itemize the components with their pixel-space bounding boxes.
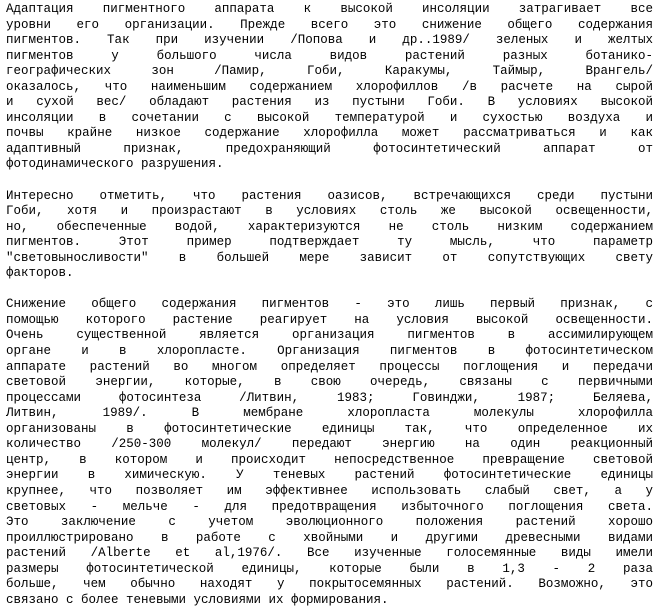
text-line: Снижение общего содержания пигментов - это лишь первый признак, с (6, 297, 653, 312)
text-line: "световыносливости" в большей мере зависит от сопутствующих свету (6, 250, 653, 265)
text-line: помощью которого растение реагирует на условия высокой освещенности. (6, 312, 653, 327)
text-line: органе и в хлоропласте. Организация пигментов в фотосинтетическом (6, 344, 653, 359)
text-line: Очень существенной является организация пигментов в ассимилирующем (6, 328, 653, 343)
text-line: но, обеспеченные водой, характеризуются не столь низким содержанием (6, 219, 653, 234)
paragraph (6, 297, 653, 608)
text-line: связано с более теневыми условиями их формирования. (6, 592, 389, 607)
document-body (6, 2, 653, 608)
text-line: Литвин, 1989/. В мембране хлоропласта молекулы хлорофилла (6, 406, 653, 421)
text-line: пигментов у большого числа видов растений разных ботанико- (6, 48, 653, 63)
text-line: почвы крайне низкое содержание хлорофилла может рассматриваться и как (6, 126, 653, 141)
text-line: Гоби, хотя и произрастают в условиях столь же высокой освещенности, (6, 204, 653, 219)
text-line: и сухой вес/ обладают растения из пустыни Гоби. В условиях высокой (6, 95, 653, 110)
text-line: инсоляции в сочетании с высокой температурой и сухостью воздуха и (6, 110, 653, 125)
paragraph (6, 189, 653, 282)
text-line: растений /Alberte et al,1976/. Все изученные голосемянные виды имели (6, 546, 653, 561)
paragraph (6, 2, 653, 173)
text-line: центр, в котором и происходит непосредственное превращение световой (6, 452, 653, 467)
text-line: энергии в химическую. У теневых растений фотосинтетические единицы (6, 468, 653, 483)
text-line: аппарате растений во многом определяет процессы поглощения и передачи (6, 359, 653, 374)
text-line: крупнее, что позволяет им эффективнее использовать слабый свет, а у (6, 483, 653, 498)
text-line: проиллюстрировано в работе с хвойными и другими древесными видами (6, 530, 653, 545)
text-line: размеры фотосинтетической единицы, которые были в 1,3 - 2 раза (6, 561, 653, 576)
text-line: световой энергии, которые, в свою очередь, связаны с первичными (6, 375, 653, 390)
text-line: географических зон /Памир, Гоби, Каракумы, Таймыр, Врангель/ (6, 64, 653, 79)
text-line: фотодинамического разрушения. (6, 157, 224, 172)
text-line: уровни его организации. Прежде всего это снижение общего содержания (6, 17, 653, 32)
text-line: количество /250-300 молекул/ передают энергию на один реакционный (6, 437, 653, 452)
text-line: больше, чем обычно находят у покрытосемянных растений. Возможно, это (6, 577, 653, 592)
text-line: оказалось, что наименьшим содержанием хлорофиллов /в расчете на сырой (6, 79, 653, 94)
text-line: пигментов. Этот пример подтверждает ту мысль, что параметр (6, 235, 653, 250)
text-line: адаптивный признак, предохраняющий фотосинтетический аппарат от (6, 141, 653, 156)
text-line: Это заключение с учетом эволюционного положения растений хорошо (6, 515, 653, 530)
text-line: процессами фотосинтеза /Литвин, 1983; Говинджи, 1987; Беляева, (6, 390, 653, 405)
text-line: пигментов. Так при изучении /Попова и др..1989/ зеленых и желтых (6, 33, 653, 48)
text-line: организованы в фотосинтетические единицы так, что определенное их (6, 421, 653, 436)
text-line: Интересно отметить, что растения оазисов, встречающихся среди пустыни (6, 188, 653, 203)
text-line: световых - мельче - для предотвращения избыточного поглощения света. (6, 499, 653, 514)
text-line: факторов. (6, 266, 74, 281)
text-line: Адаптация пигментного аппарата к высокой инсоляции затрагивает все (6, 2, 653, 16)
